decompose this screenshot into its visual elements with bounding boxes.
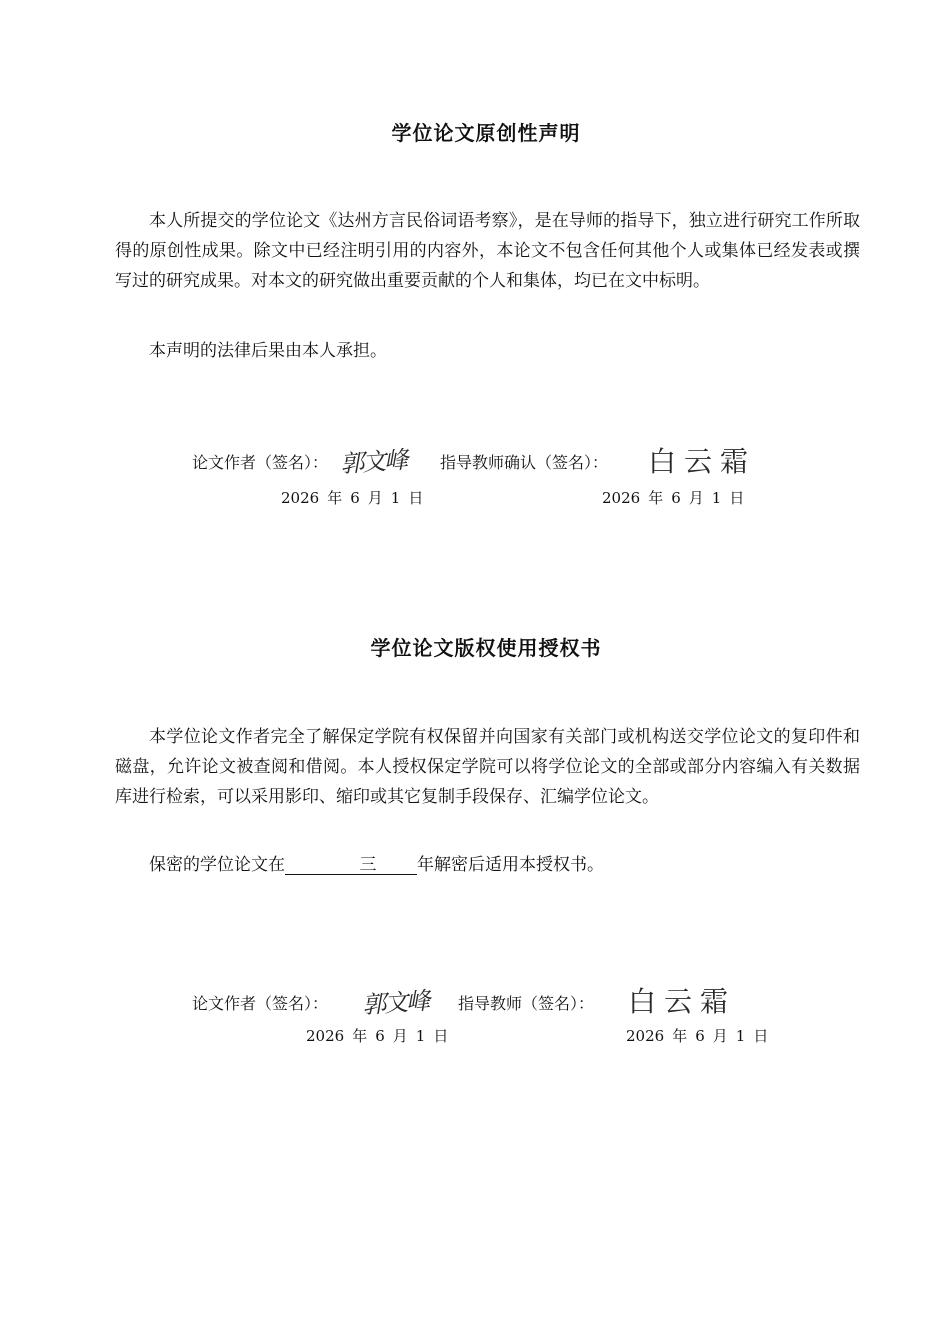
authorization-secrecy-note xyxy=(115,850,860,880)
declaration-advisor-signature: 白云霜 xyxy=(648,445,757,478)
date-year: 2026 xyxy=(281,489,320,507)
date-day-unit: 日 xyxy=(729,489,745,507)
date-day: 1 xyxy=(711,489,722,507)
authorization-advisor-label: 指导教师（签名）： xyxy=(458,994,595,1013)
date-month: 6 xyxy=(671,489,681,507)
date-year-unit: 年 xyxy=(648,489,664,507)
authorization-author-date xyxy=(306,1025,456,1046)
authorization-author-label: 论文作者（签名）： xyxy=(192,994,329,1013)
date-year: 2026 xyxy=(626,1027,665,1045)
declaration-author-signature: 郭文峰 xyxy=(339,445,408,479)
date-day: 1 xyxy=(390,489,401,507)
date-year: 2026 xyxy=(306,1027,345,1045)
authorization-advisor-signature: 白云霜 xyxy=(628,985,737,1018)
authorization-title: 学位论文版权使用授权书 xyxy=(370,636,602,660)
date-day: 1 xyxy=(735,1027,746,1045)
declaration-author-date xyxy=(281,487,431,508)
date-year-unit: 年 xyxy=(327,489,343,507)
date-year-unit: 年 xyxy=(672,1027,688,1045)
date-month-unit: 月 xyxy=(688,489,704,507)
date-year-unit: 年 xyxy=(352,1027,368,1045)
authorization-paragraph: 本学位论文作者完全了解保定学院有权保留并向国家有关部门或机构送交学位论文的复印件和磁盘，允许论文被查阅和借阅。本人授权保定学院可以将学位论文的全部或部分内容编入有关数据库进行检索，可以采用影印、缩印或其它复制手段保存、汇编学位论文。 xyxy=(115,727,860,807)
date-month: 6 xyxy=(350,489,360,507)
date-day-unit: 日 xyxy=(433,1027,449,1045)
date-month-unit: 月 xyxy=(392,1027,408,1045)
authorization-author-signature: 郭文峰 xyxy=(361,986,430,1020)
date-month-unit: 月 xyxy=(367,489,383,507)
declaration-title: 学位论文原创性声明 xyxy=(391,121,581,145)
declaration-advisor-date xyxy=(602,487,752,508)
secrecy-prefix: 保密的学位论文在 xyxy=(149,855,285,875)
secrecy-years-blank: 三 xyxy=(285,856,417,875)
declaration-paragraph: 本人所提交的学位论文《达州方言民俗词语考察》，是在导师的指导下，独立进行研究工作所取得的原创性成果。除文中已经注明引用的内容外，本论文不包含任何其他个人或集体已经发表或撰写过的研究成果。对本文的研究做出重要贡献的个人和集体，均已在文中标明。 xyxy=(115,211,860,291)
date-month: 6 xyxy=(375,1027,385,1045)
declaration-author-label: 论文作者（签名）： xyxy=(192,453,329,472)
authorization-advisor-date xyxy=(626,1025,776,1046)
date-month: 6 xyxy=(695,1027,705,1045)
secrecy-suffix: 年解密后适用本授权书。 xyxy=(417,855,604,875)
declaration-advisor-label: 指导教师确认（签名）： xyxy=(440,453,609,472)
declaration-legal-note: 本声明的法律后果由本人承担。 xyxy=(149,341,387,361)
date-year: 2026 xyxy=(602,489,641,507)
date-day-unit: 日 xyxy=(408,489,424,507)
date-day-unit: 日 xyxy=(753,1027,769,1045)
date-day: 1 xyxy=(415,1027,426,1045)
date-month-unit: 月 xyxy=(712,1027,728,1045)
